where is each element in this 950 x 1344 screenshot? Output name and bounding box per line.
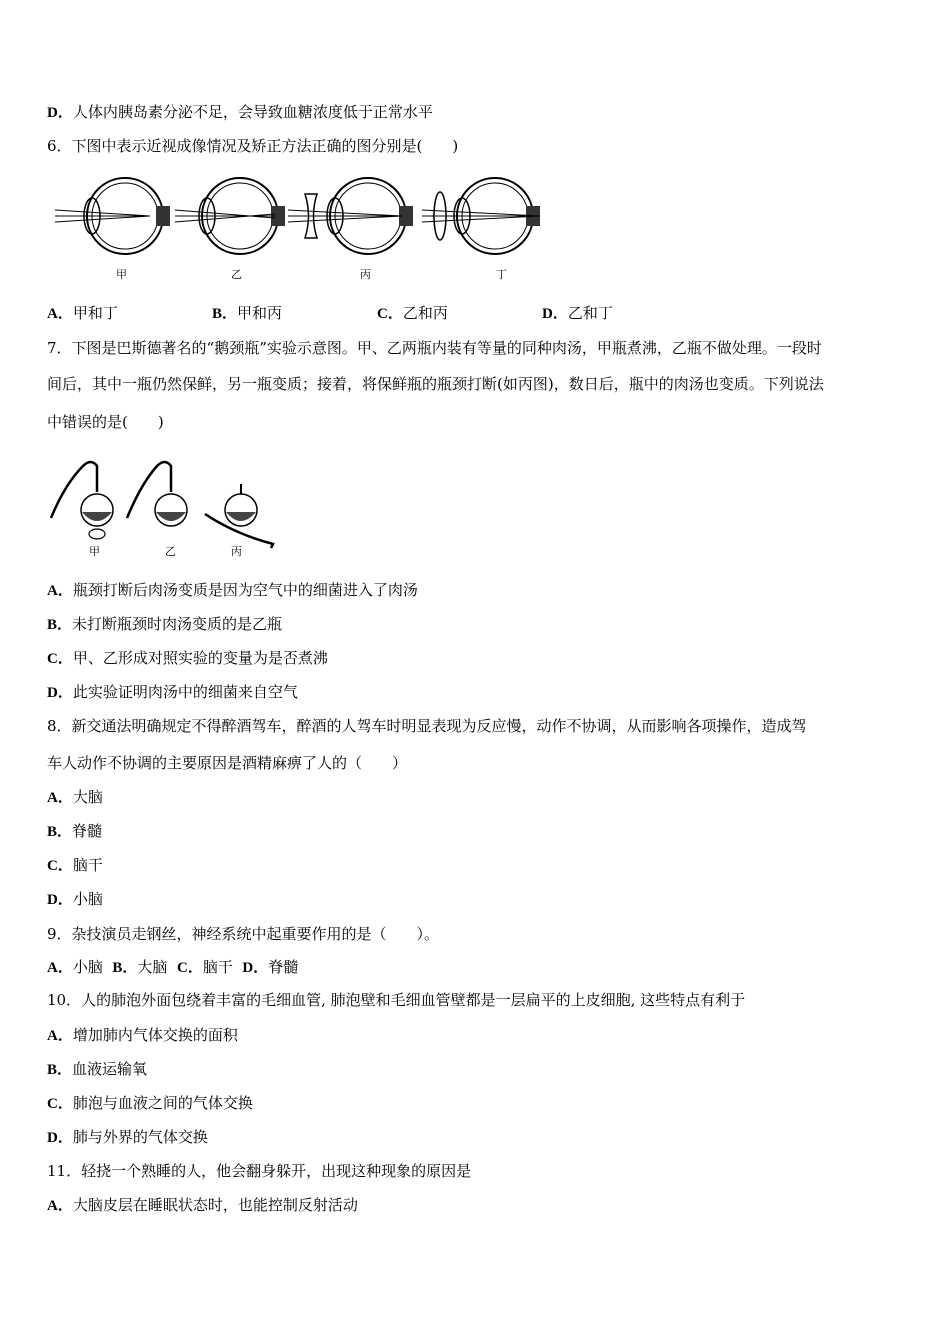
q6-option-c: C．乙和丙 <box>377 304 448 322</box>
q9-option-b: B．大脑 <box>112 958 168 976</box>
q9-option-a: A．小脑 <box>47 958 103 976</box>
q7-label-jia: 甲 <box>89 545 100 558</box>
q6-stem: 6．下图中表示近视成像情况及矫正方法正确的图分别是( ) <box>47 137 459 155</box>
q11-option-a: A．大脑皮层在睡眠状态时，也能控制反射活动 <box>47 1196 358 1214</box>
q8-stem-line-2: 车人动作不协调的主要原因是酒精麻痹了人的（ ） <box>47 754 408 772</box>
q7-stem-line-2: 间后，其中一瓶仍然保鲜，另一瓶变质；接着，将保鲜瓶的瓶颈打断(如丙图)，数日后，瓶中的肉汤也变质。下列说法 <box>47 375 824 393</box>
eye-diagram-bing <box>288 178 413 254</box>
eye-diagram-yi <box>175 178 285 254</box>
q7-option-c: C．甲、乙形成对照实验的变量为是否煮沸 <box>47 649 328 667</box>
q6-label-jia: 甲 <box>116 268 127 281</box>
eye-diagram-jia <box>55 178 170 254</box>
q8-option-a: A．大脑 <box>47 788 103 806</box>
q9-option-c: C．脑干 <box>176 958 233 976</box>
q10-option-a: A．增加肺内气体交换的面积 <box>47 1026 238 1044</box>
q6-label-yi: 乙 <box>231 268 242 281</box>
q6-label-ding: 丁 <box>496 268 507 281</box>
q7-stem-line-1: 7．下图是巴斯德著名的“鹅颈瓶”实验示意图。甲、乙两瓶内装有等量的同种肉汤，甲瓶煮沸，乙瓶不做处理。一段时 <box>47 339 822 357</box>
q6-label-bing: 丙 <box>360 268 371 281</box>
q7-stem-line-3: 中错误的是( ) <box>47 413 164 431</box>
q8-option-c: C．脑干 <box>47 856 103 874</box>
q5-option-d: D．人体内胰岛素分泌不足，会导致血糖浓度低于正常水平 <box>47 103 433 121</box>
q10-option-c: C．肺泡与血液之间的气体交换 <box>47 1094 253 1112</box>
q10-option-d: D．肺与外界的气体交换 <box>47 1128 208 1146</box>
q6-option-a: A．甲和丁 <box>47 304 118 322</box>
q9-options <box>47 957 298 978</box>
q7-label-bing: 丙 <box>231 545 242 558</box>
q6-option-b: B．甲和丙 <box>212 304 283 322</box>
q7-option-b: B．未打断瓶颈时肉汤变质的是乙瓶 <box>47 615 283 633</box>
q6-option-d: D．乙和丁 <box>542 304 613 322</box>
q9-option-d: D．脊髓 <box>242 958 299 976</box>
eye-diagram-ding <box>422 178 540 254</box>
q11-stem: 11．轻挠一个熟睡的人，他会翻身躲开，出现这种现象的原因是 <box>47 1162 472 1180</box>
q6-eye-figure <box>50 172 560 284</box>
q7-label-yi: 乙 <box>165 545 176 558</box>
q8-stem-line-1: 8．新交通法明确规定不得醉酒驾车，醉酒的人驾车时明显表现为反应慢，动作不协调，从而影响各项操作，造成驾 <box>47 717 807 735</box>
flask-jia <box>51 462 113 539</box>
q10-stem: 10．人的肺泡外面包绕着丰富的毛细血管, 肺泡壁和毛细血管壁都是一层扁平的上皮细胞, 这些特点有利于 <box>47 991 746 1009</box>
q10-option-b: B．血液运输氧 <box>47 1060 148 1078</box>
q9-stem: 9．杂技演员走钢丝，神经系统中起重要作用的是（ ）。 <box>47 925 440 943</box>
q7-option-d: D．此实验证明肉汤中的细菌来自空气 <box>47 683 298 701</box>
q8-option-d: D．小脑 <box>47 890 103 908</box>
flask-bing <box>205 484 273 548</box>
q7-flask-figure <box>45 454 285 562</box>
q6-options <box>47 303 613 324</box>
flask-yi <box>127 462 187 526</box>
q7-option-a: A．瓶颈打断后肉汤变质是因为空气中的细菌进入了肉汤 <box>47 581 418 599</box>
q8-option-b: B．脊髓 <box>47 822 103 840</box>
